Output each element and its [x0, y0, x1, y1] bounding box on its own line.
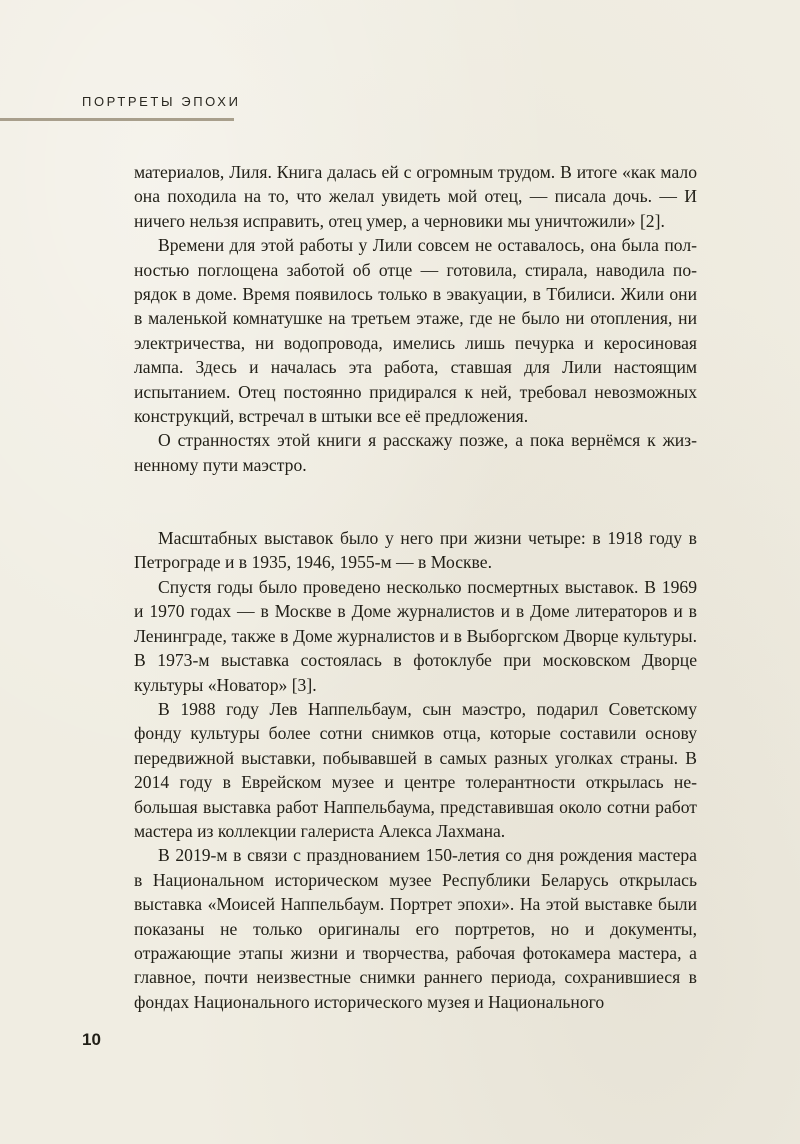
- running-head: ПОРТРЕТЫ ЭПОХИ: [82, 94, 241, 109]
- page-number: 10: [82, 1030, 101, 1049]
- body-text: [134, 160, 697, 1014]
- paragraph-5: Спустя годы было проведено несколько посмертных выставок. В 1969 и 1970 годах — в Москве в Доме журналистов и в Доме литераторов и в Ленинграде, также в Доме журналистов и в Выборгском Дворце культуры. В 1973-м выставка состоялась в фотоклубе при московском Дворце культуры «Новатор» [3].: [134, 576, 697, 695]
- paragraph-1: материалов, Лиля. Книга далась ей с огромным трудом. В итоге «как мало она походила на то, что желал увидеть мой отец, — писала дочь. — И ничего нельзя исправить, отец умер, а черновики мы уничтожили» [2].: [134, 162, 697, 231]
- paragraph-3: О странностях этой книги я расскажу позже, а пока вернёмся к жизненному пути маэстро.: [134, 430, 697, 475]
- paragraph-7: В 2019-м в связи с празднованием 150-летия со дня рождения мастера в Национальном историческом музее Республики Беларусь открылась выставка «Моисей Наппельбаум. Портрет эпохи». На этой выставке были показаны не только оригиналы его портретов, но и документы, отражающие этапы жизни и творчества, рабочая фотокамера мастера, а главное, почти неизвестные снимки раннего периода, сохранившиеся в фондах Национального исторического музея и Национального: [134, 845, 697, 1012]
- paragraph-4: Масштабных выставок было у него при жизни четыре: в 1918 году в Петрограде и в 1935, 1946, 1955-м — в Москве.: [134, 528, 697, 573]
- paragraph-2: Времени для этой работы у Лили совсем не оставалось, она была полностью поглощена заботой об отце — готовила, стирала, наводила порядок в доме. Время появилось только в эвакуации, в Тбилиси. Жили они в маленькой комнатушке на третьем этаже, где не было ни отопления, ни электричества, ни водопровода, имелись лишь печурка и керосиновая лампа. Здесь и началась эта работа, ставшая для Лили настоящим испытанием. Отец постоянно придирался к ней, требовал невозможных конструкций, встречал в штыки все её предложения.: [134, 235, 697, 427]
- header-rule: [0, 118, 234, 121]
- paragraph-6: В 1988 году Лев Наппельбаум, сын маэстро, подарил Советскому фонду культуры более сотни снимков отца, которые составили основу передвижной выставки, побывавшей в самых разных уголках страны. В 2014 году в Еврейском музее и центре толерантности открылась небольшая выставка работ Наппельбаума, представившая около сотни работ мастера из коллекции галериста Алекса Лахмана.: [134, 698, 697, 841]
